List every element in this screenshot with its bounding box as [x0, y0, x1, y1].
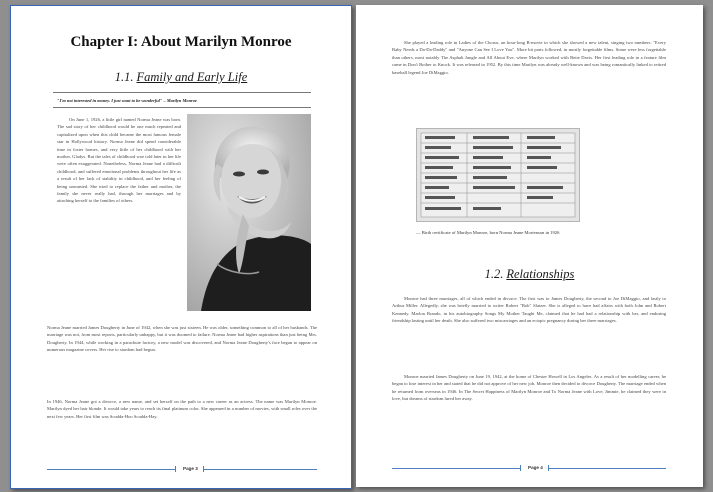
footer-rule-right [203, 469, 317, 470]
birth-certificate-image [416, 128, 580, 222]
marilyn-monroe-photo [187, 114, 311, 311]
certificate-scan [417, 129, 579, 221]
portrait-image [187, 114, 311, 311]
epigraph-quote: "I'm not interested in money. I just want to be wonderful" – Marilyn Monroe [57, 98, 197, 103]
body-paragraph: Monroe married James Dougherty on June 19, 1942, at the home of Chester Howell in Los Angeles. As a result of her modelling career, he began to lose interest in her and stated that he did not approve of her new job. Monroe then decided to divorce Dougherty. The marriage ended when he returned from overseas in 1946. In The Secret Happiness of Marilyn Monroe and To Norma Jeane with Love, Jimmie, he claimed they were in love, but dreams of stardom lured her away. [392, 374, 666, 402]
section-heading-family [11, 70, 351, 85]
footer-separator [175, 466, 176, 472]
page-number: Page 3 [183, 466, 198, 471]
chapter-title: Chapter I: About Marilyn Monroe [70, 34, 292, 50]
document-page-3 [10, 5, 352, 489]
body-paragraph: She played a leading role in Ladies of the Chorus, an hour-long B-movie in which she showed a new talent, singing two numbers: "Every Baby Needs a Da-Da-Daddy" and "Anyone Can See I Love You". More bit parts followed, in mostly forgettable films. Some were less forgettable than others, most notably The Asphalt Jungle and All About Eve, where Marilyn worked with Bette Davis. Her first leading role in a feature film came in Don't Bother to Knock. It was released in 1952. By this time Marilyn was already well-known and was being romantically linked to retired baseball legend Joe DiMaggio. [392, 40, 666, 75]
body-paragraph: Monroe had three marriages, all of which ended in divorce. The first was to James Dougherty, the second to Joe DiMaggio, and lastly to Arthur Miller. Allegedly, she was briefly married to writer Robert "Bob" Slatzer. She is alleged to have had affairs with both John and Robert Kennedy. Marlon Brando, in his autobiography Songs My Mother Taught Me, claimed that he had had a relationship with her, and enduring friendship lasting until her death. She also suffered two miscarriages and an ectopic pregnancy during her three marriages. [392, 296, 666, 324]
document-page-4 [356, 5, 703, 487]
page-number: Page 4 [528, 465, 543, 470]
footer-rule-left [392, 468, 520, 469]
footer-separator [520, 465, 521, 471]
section-title: Relationships [506, 267, 575, 281]
body-paragraph: On June 1, 1926, a little girl named Norma Jeane was born. The sad story of her childhood would be one much repeated and capitalized upon when this child became the most famous female star in Hollywood history. Norma Jeane did spend considerable time in foster homes, and very little of her childhood with her mother, Gladys. But the tales of childhood woe told later in her life were often exaggerated. Nonetheless, Norma Jeane had a difficult childhood, and suffered emotional problems throughout her life as a result of her lack of stability in childhood, and her feeling of being unwanted. She tried to replace the father and mother, the family she never really had, through her marriages and by attaching herself to the families of others. [57, 117, 181, 204]
section-number: 1.1. [114, 70, 134, 84]
body-paragraph: In 1946, Norma Jeane got a divorce, a new name, and set herself on the path to a new career as an actress. The name was Marilyn Monroe. Marilyn dyed her hair blonde. It would take years to reach its final platinum color. She appeared in a number of movies, with small roles over the next few years. Her first film was Scudda-Hoo Scudda-Hay. [47, 399, 317, 419]
section-heading-relationships [356, 267, 703, 282]
section-title: Family and Early Life [136, 70, 248, 84]
quote-top-rule [53, 92, 311, 93]
quote-bottom-rule [53, 107, 311, 108]
footer-rule-left [47, 469, 175, 470]
body-paragraph: Norma Jeane married James Dougherty in June of 1942, when she was just sixteen. He was older, something common to all of her husbands. The marriage was not, from most reports, particularly unhappy, but it was doomed to failure. Norma Jeane had higher aspirations than just being Mrs. Dougherty. In 1944, while working in a parachute factory, a new model was discovered, and Norma Jeane Dougherty's face began to appear on numerous magazine covers. Her rise to stardom had begun. [47, 325, 317, 353]
image-caption: — Birth certificate of Marilyn Monroe, born Norma Jeane Mortenson in 1926 [416, 230, 560, 235]
footer-rule-right [548, 468, 666, 469]
section-number: 1.2. [484, 267, 504, 281]
